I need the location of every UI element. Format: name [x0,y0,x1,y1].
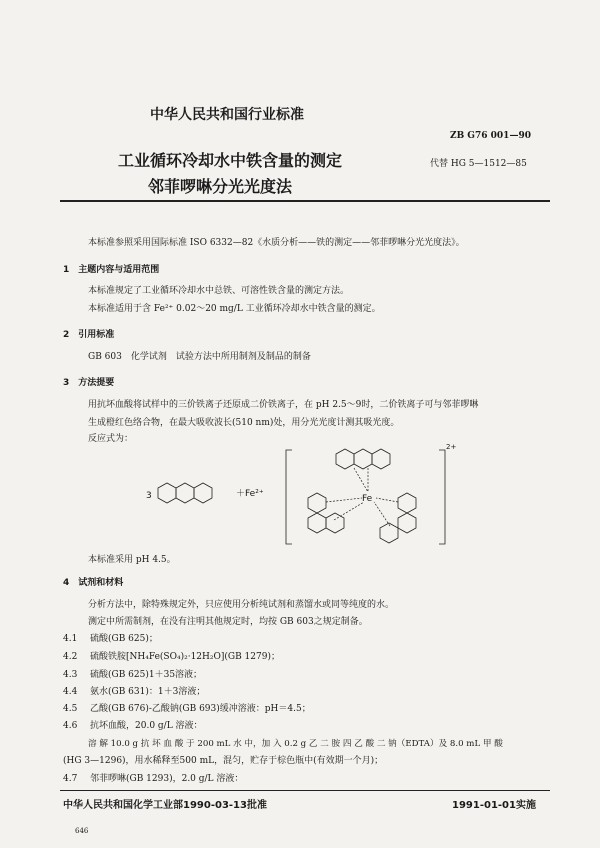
item-text: 乙酸(GB 676)-乙酸钠(GB 693)缓冲溶液：pH＝4.5； [90,704,311,714]
section-1-heading: 1 主题内容与适用范围 [63,265,160,275]
item-number: 4.1 [63,634,78,644]
document-title: 工业循环冷却水中铁含量的测定 [118,151,343,170]
reaction-charge: 2+ [446,443,456,451]
page-number: 646 [75,827,89,835]
item-text: 硫酸(GB 625)； [90,634,158,644]
footer-rule [60,790,550,791]
intro-paragraph: 本标准参照采用国际标准 ISO 6332—82《水质分析——铁的测定——邻菲啰啉分光光度法》。 [88,238,465,248]
reaction-fe-center: Fe [362,494,373,504]
reaction-fe-ion: ＋Fe²⁺ [236,489,264,499]
effective-date: 1991-01-01实施 [452,800,536,811]
section-2-paragraph-1: GB 603 化学试剂 试验方法中所用制剂及制品的制备 [88,352,311,362]
section-3-ph-note: 本标准采用 pH 4.5。 [88,555,176,565]
section-3-paragraph-2: 生成橙红色络合物，在最大吸收波长(510 nm)处，用分光光度计测其吸光度。 [88,418,400,428]
standard-number: ZB G76 001—90 [450,131,531,141]
item-number: 4.5 [63,704,78,714]
item-number: 4.6 [63,721,78,731]
section-1-paragraph-1: 本标准规定了工业循环冷却水中总铁、可溶性铁含量的测定方法。 [88,286,350,296]
org-title: 中华人民共和国行业标准 [150,107,304,123]
section-2-heading: 2 引用标准 [63,330,115,340]
approval-line: 中华人民共和国化学工业部1990-03-13批准 [63,800,267,811]
section-4-paragraph-1: 分析方法中，除特殊规定外，只应使用分析纯试剂和蒸馏水或同等纯度的水。 [88,600,395,610]
item-number: 4.4 [63,687,78,697]
section-4-heading: 4 试剂和材料 [63,578,124,588]
item-text: 硫酸(GB 625)1＋35溶液； [90,670,203,680]
item-text: 硫酸铁胺[NH₄Fe(SO₄)₂·12H₂O](GB 1279)； [90,652,280,662]
reaction-number-three: 3 [146,491,152,501]
section-3-paragraph-1: 用抗坏血酸将试样中的三价铁离子还原成二价铁离子，在 pH 2.5～9时，二价铁离子可与邻菲啰啉 [88,400,479,410]
replaces-note: 代替 HG 5—1512—85 [430,159,527,169]
section-4-paragraph-2: 测定中所需制剂，在没有注明其他规定时，均按 GB 603之规定制备。 [88,617,368,627]
section-3-paragraph-3: 反应式为： [88,434,134,444]
item-4-6-paragraph-1: 溶 解 10.0 g 抗 坏 血 酸 于 200 mL 水 中，加 入 0.2 g 乙 二 胺 四 乙 酸 二 钠（EDTA）及 8.0 mL 甲 酸 [88,739,503,749]
item-text: 抗坏血酸，20.0 g/L 溶液： [90,721,203,731]
item-text: 氨水(GB 631)：1＋3溶液； [90,687,206,697]
item-number: 4.2 [63,652,78,662]
item-4-6-paragraph-2: (HG 3—1296)，用水稀释至500 mL，混匀，贮存于棕色瓶中(有效期一个月)； [63,756,384,766]
item-number: 4.7 [63,774,78,784]
section-3-heading: 3 方法提要 [63,378,115,388]
document-subtitle: 邻菲啰啉分光光度法 [148,177,293,196]
section-1-paragraph-2: 本标准适用于含 Fe²⁺ 0.02～20 mg/L 工业循环冷却水中铁含量的测定。 [88,304,381,314]
reaction-equation-figure [136,440,456,552]
item-number: 4.3 [63,670,78,680]
item-text: 邻菲啰啉(GB 1293)，2.0 g/L 溶液： [90,774,244,784]
header-rule [60,200,550,202]
